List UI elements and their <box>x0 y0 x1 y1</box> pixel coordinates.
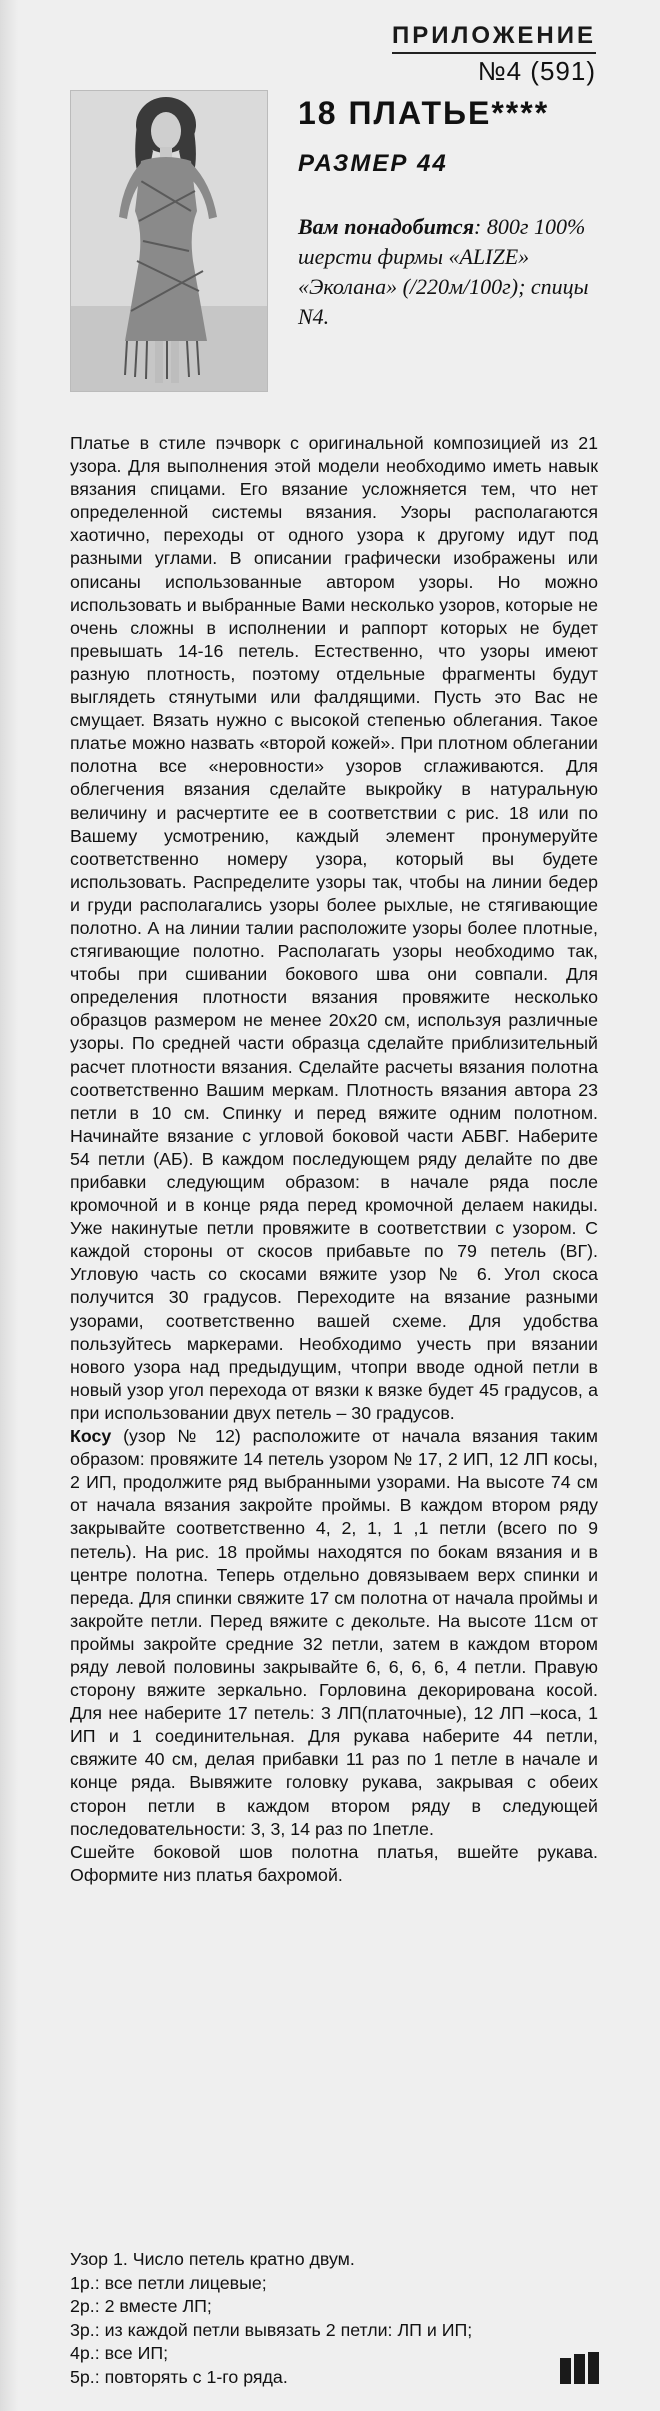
section-title: ПРИЛОЖЕНИЕ <box>392 22 596 54</box>
article-size: РАЗМЕР 44 <box>298 150 448 177</box>
materials-text: : 800г 100% шерсти фирмы «ALIZE» «Эколана» (/220м/100г); спицы N4. <box>298 214 589 329</box>
instructions-text <box>70 432 598 1887</box>
materials-block <box>298 212 598 332</box>
pattern-row: 2р.: 2 вместе ЛП; <box>70 2296 212 2317</box>
page-header <box>392 22 596 87</box>
article-title: 18 ПЛАТЬЕ**** <box>298 95 550 131</box>
model-photo <box>70 90 268 392</box>
instructions-intro: Платье в стиле пэчворк с оригинальной композицией из 21 узора. Для выполнения этой модели необходимо иметь навык вязания спицами. Его вязание усложняется тем, что нет определенной системы вязания. Узоры располагаются хаотично, переходы от одного узора к другому идут под разными углами. В описании графически изображены или описаны использованные автором узоры. Но можно использовать и выбранные Вами несколько узоров, которые не очень сложны в исполнении и раппорт которых не будет превышать 14-16 петель. Естественно, что узоры имеют разную плотность, поэтому отдельные фрагменты будут выглядеть стянутыми или фалдящими. Пусть это Вас не смущает. Вязать нужно с высокой степенью облегания. Такое платье можно назвать «второй кожей». При плотном облегании полотна все «неровности» узоров сглаживаются. Для облегчения вязания сделайте выкройку в натуральную величину и расчертите ее в соответствии с рис. 18 или по Вашему усмотрению, каждый элемент пронумеруйте соответственно номеру узора, который вы будете использовать. Распределите узоры так, чтобы на линии бедер и груди располагались узоры более рыхлые, не стягивающие полотно. А на линии талии расположите узоры более плотные, стягивающие полотно. Располагать узоры необходимо так, чтобы при сшивании бокового шва они совпали. Для определения плотности вязания провяжите несколько образцов размером не менее 20х20 см, используя различные узоры. По средней части образца сделайте приблизительный расчет плотности вязания. Сделайте расчеты вязания полотна соответственно Вашим меркам. Плотность вязания автора 23 петли в 10 см. Спинку и перед вяжите одним полотном. Начинайте вязание с угловой боковой части АБВГ. Наберите 54 петли (АБ). В каждом последующем ряду делайте по две прибавки следующим образом: в начале ряда после кромочной и в конце ряда перед кромочной делаем накиды. Уже накинутые петли провяжите в соответствии с узором. С каждой стороны от скосов прибавьте по 79 петель (ВГ). Угловую часть со скосами вяжите узор № 6. Угол скоса получится 30 градусов. Переходите на вязание разными узорами, соответственно вашей схеме. Для удобства пользуйтесь маркерами. Необходимо учесть при вязании нового узора над предыдущим, чтопри вводе одной петли в новый узор угол перехода от вязки к вязке будет 45 градусов, а при использовании двух петель – 30 градусов. <box>70 433 598 1423</box>
pattern-row: 4р.: все ИП; <box>70 2343 169 2364</box>
pattern-title: Узор 1. Число петель кратно двум. <box>70 2249 355 2269</box>
pattern-row: 5р.: повторять с 1-го ряда. <box>70 2366 288 2387</box>
kosu-label: Косу <box>70 1426 112 1447</box>
pattern-row: 1р.: все петли лицевые; <box>70 2272 267 2293</box>
pattern-row: 3р.: из каждой петли вывязать 2 петли: ЛП и ИП; <box>70 2319 473 2340</box>
issue-number: №4 (591) <box>477 56 596 86</box>
article-heading <box>298 95 549 178</box>
barcode-mark <box>560 2352 602 2384</box>
kosu-text: (узор № 12) расположите от начала вязания таким образом: провяжите 14 петель узором № 17, 2 ИП, 12 ЛП косы, 2 ИП, продолжите ряд выбранными узорами. На высоте 74 см от начала вязания закройте проймы. В каждом втором ряду закрывайте соответственно 4, 2, 1, 1 ,1 петли (всего по 9 петель). На рис. 18 проймы находятся по бокам вязания и в центре полотна. Теперь отдельно довязываем верх спинки и переда. Для спинки свяжите 17 см полотна от начала проймы и закройте петли. Перед вяжите с декольте. На высоте 11см от проймы закройте средние 32 петли, затем в каждом втором ряду левой половины закрывайте 6, 6, 6, 6, 4 петли. Правую сторону вяжите зеркально. Горловина декорирована косой. Для нее наберите 17 петель: 3 ЛП(платочные), 12 ЛП –коса, 1 ИП и 1 соединительная. Для рукава наберите 44 петли, свяжите 40 см, делая прибавки 11 раз по 1 петле в начале и конце ряда. Вывяжите головку рукава, закрывая с обеих сторон петли в каждом втором ряду в следующей последовательности: 3, 3, 14 раз по 1петле. <box>70 1426 598 1839</box>
instructions-finish: Сшейте боковой шов полотна платья, вшейте рукава. Оформите низ платья бахромой. <box>70 1841 598 1885</box>
materials-label: Вам понадобится <box>298 214 475 239</box>
page-crease <box>0 0 18 2411</box>
pattern-block <box>70 2248 598 2390</box>
dress-photo-illustration <box>71 91 267 391</box>
instructions-kosu <box>70 1425 598 1841</box>
